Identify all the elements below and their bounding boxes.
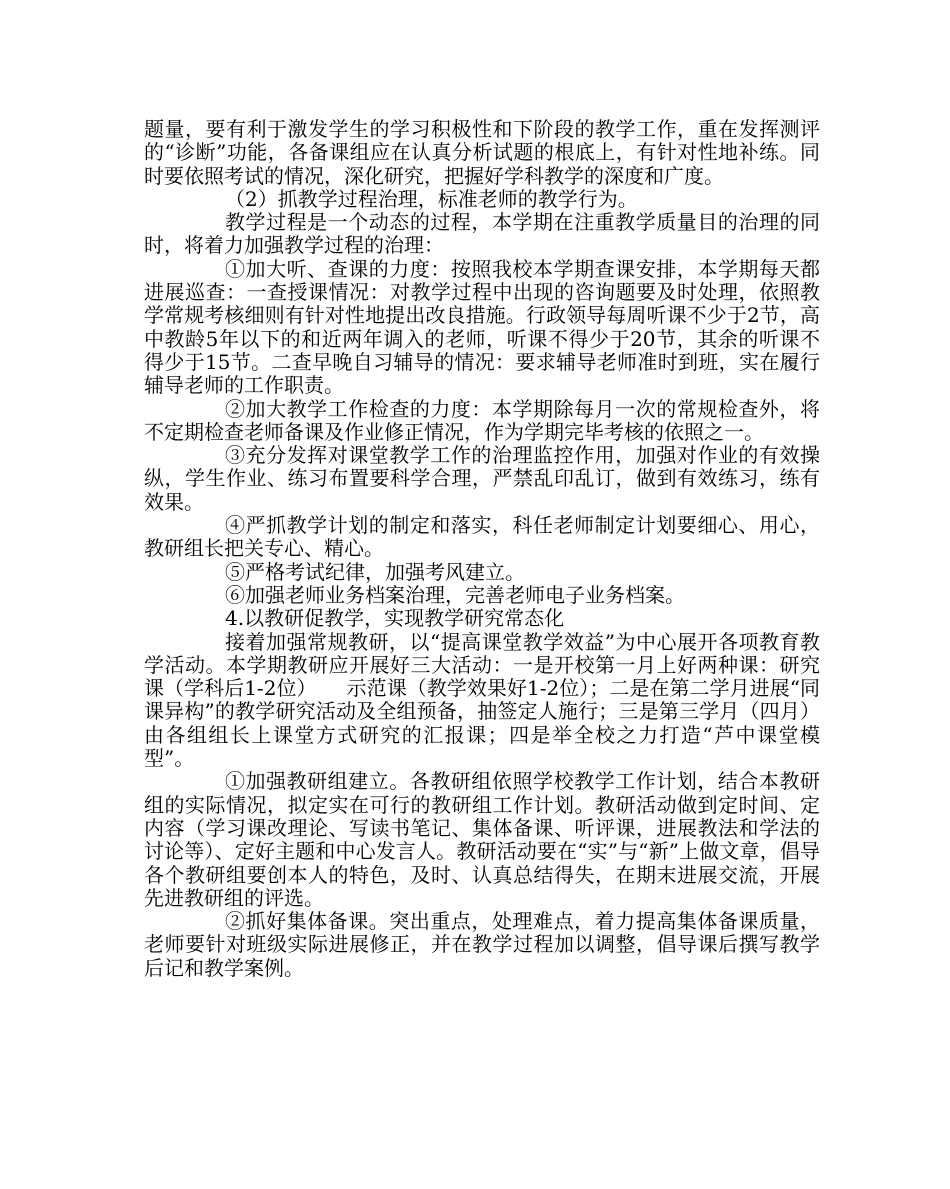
paragraph: ②抓好集体备课。突出重点，处理难点，着力提高集体备课质量，老师要针对班级实际进展修正，并在教学过程加以调整，倡导课后撰写教学后记和教学案例。 bbox=[144, 909, 820, 980]
paragraph: ⑥加强老师业务档案治理，完善老师电子业务档案。 bbox=[225, 582, 685, 607]
paragraph: 接着加强常规教研，以“提高课堂教学效益”为中心展开各项教育教学活动。本学期教研应开展好三大活动：一是开校第一月上好两种课：研究课（学科后1-2位） 示范课（教学效果好1-2位）；二是在第二学月进展“同课异构”的教学研究活动及全组预备，抽签定人施行；三是第三学月（四月）由各组组长上课堂方式研究的汇报课；四是举全校之力打造“芦中课堂模型”。 bbox=[144, 629, 820, 771]
paragraph: ④严抓教学计划的制定和落实，科任老师制定计划要细心、用心，教研组长把关专心、精心。 bbox=[144, 513, 820, 561]
paragraph: 4.以教研促教学，实现教学研究常态化 bbox=[225, 606, 565, 631]
document-body bbox=[144, 118, 820, 980]
paragraph: ①加强教研组建立。各教研组依照学校教学工作计划，结合本教研组的实际情况，拟定实在可行的教研组工作计划。教研活动做到定时间、定内容（学习课改理论、写读书笔记、集体备课、听评课，进展教法和学法的讨论等）、定好主题和中心发言人。教研活动要在“实”与“新”上做文章，倡导各个教研组要创本人的特色，及时、认真总结得失，在期末进展交流，开展先进教研组的评选。 bbox=[144, 769, 820, 910]
paragraph: ⑤严格考试纪律，加强考风建立。 bbox=[225, 559, 525, 584]
paragraph: ③充分发挥对课堂教学工作的治理监控作用，加强对作业的有效操纵，学生作业、练习布置要科学合理，严禁乱印乱订，做到有效练习，练有效果。 bbox=[144, 443, 820, 514]
paragraph: ①加大听、查课的力度：按照我校本学期查课安排，本学期每天都进展巡查：一查授课情况：对教学过程中出现的咨询题要及时处理，依照教学常规考核细则有针对性地提出改良措施。行政领导每周听课不少于2节，高中教龄5年以下的和近两年调入的老师，听课不得少于20节，其余的听课不得少于15节。二查早晚自习辅导的情况：要求辅导老师准时到班，实在履行辅导老师的工作职责。 bbox=[144, 256, 820, 398]
paragraph: （2）抓教学过程治理，标准老师的教学行为。 bbox=[225, 186, 638, 211]
paragraph: ②加大教学工作检查的力度：本学期除每月一次的常规检查外，将不定期检查老师备课及作业修正情况，作为学期完毕考核的依照之一。 bbox=[144, 396, 820, 444]
paragraph: 题量，要有利于激发学生的学习积极性和下阶段的教学工作，重在发挥测评的“诊断”功能，各备课组应在认真分析试题的根底上，有针对性地补练。同时要依照考试的情况，深化研究，把握好学科教学的深度和广度。 bbox=[144, 117, 820, 188]
paragraph: 教学过程是一个动态的过程，本学期在注重教学质量目的治理的同时，将着力加强教学过程的治理： bbox=[144, 210, 820, 258]
